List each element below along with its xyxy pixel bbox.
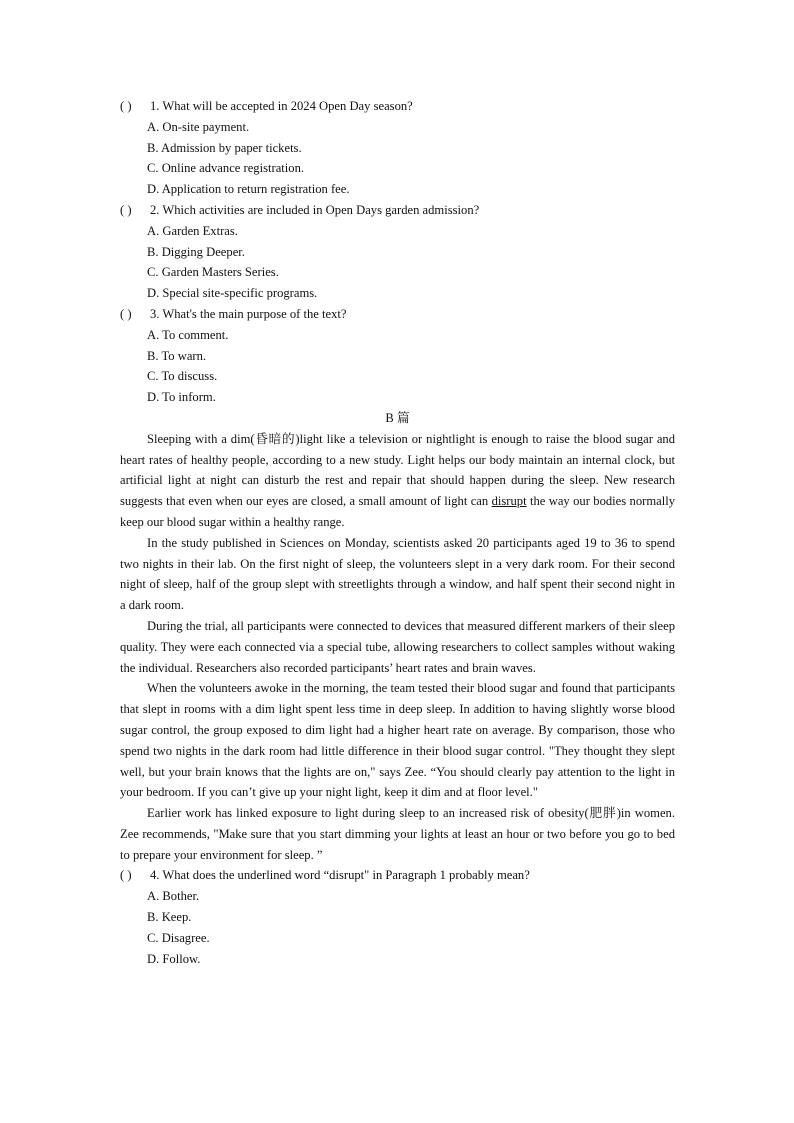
question-4 (120, 865, 675, 886)
section-heading: B 篇 (385, 410, 410, 425)
answer-blank[interactable]: ( ) (120, 306, 132, 321)
answer-blank[interactable]: ( ) (120, 868, 132, 883)
question-3 (120, 304, 675, 325)
paragraph-3: During the trial, all participants were connected to devices that measured different markers of their sleep quality. They were each connected via a special tube, allowing researchers to collect samples without waking the individual. Researchers also recorded participants’ heart rates and brain waves. (120, 618, 675, 675)
underlined-word: disrupt (491, 494, 527, 509)
option-d: D. Application to return registration fee. (147, 182, 350, 197)
paragraph-5: Earlier work has linked exposure to light during sleep to an increased risk of obesity(肥胖)in women. Zee recommends, "Make sure that you start dimming your lights at least an hour or two before you go to bed to prepare your environment for sleep. ” (120, 806, 675, 862)
option-c: C. Disagree. (147, 930, 210, 945)
question-stem: 4. What does the underlined word “disrupt" in Paragraph 1 probably mean? (150, 868, 530, 883)
option-c: C. To discuss. (147, 369, 218, 384)
option-c: C. Garden Masters Series. (147, 265, 279, 280)
paragraph-2: In the study published in Sciences on Monday, scientists asked 20 participants aged 19 to 36 to spend two nights in their lab. On the first night of sleep, the volunteers slept in a very dark room. For their second night of sleep, half of the group slept with streetlights through a window, and half spent their second night in a dark room. (120, 535, 675, 613)
document-page (120, 96, 675, 969)
paragraph-text: Sleeping with a dim(昏暗的)light like a television or nightlight is enough to raise the blood sugar and heart rates of healthy people, according to a new study. Light helps our body maintain an internal clock, but artificial light at night can disturb the rest and repair that should happen during the sleep. New research suggests that even when our eyes are closed, a small amount of light can (120, 431, 675, 509)
paragraph-4: When the volunteers awoke in the morning, the team tested their blood sugar and found that participants that slept in rooms with a dim light spent less time in deep sleep. In addition to having slightly worse blood sugar control, the group exposed to dim light had a higher heart rate on average. By comparison, those who spend two nights in the dark room had little difference in their blood sugar control. "They thought they slept well, but your brain knows that the lights are on," says Zee. “You should clearly pay attention to the light in your bedroom. If you can’t give up your night light, keep it dim and at floor level." (120, 681, 675, 800)
answer-blank[interactable]: ( ) (120, 99, 132, 113)
option-d: D. Follow. (147, 951, 201, 966)
option-b: B. To warn. (147, 348, 207, 363)
option-b: B. Admission by paper tickets. (147, 140, 302, 155)
option-b: B. Digging Deeper. (147, 244, 245, 259)
paragraph-1 (120, 429, 675, 533)
answer-blank[interactable]: ( ) (120, 202, 132, 217)
option-b: B. Keep. (147, 910, 192, 925)
option-a: A. On-site payment. (147, 119, 250, 134)
option-a: A. To comment. (147, 327, 229, 342)
question-1 (120, 96, 675, 117)
option-d: D. Special site-specific programs. (147, 286, 318, 301)
option-a: A. Garden Extras. (147, 223, 238, 238)
question-stem: 2. Which activities are included in Open Days garden admission? (150, 202, 480, 217)
question-stem: 1. What will be accepted in 2024 Open Day season? (150, 99, 413, 113)
question-2 (120, 200, 675, 221)
option-d: D. To inform. (147, 390, 216, 405)
question-stem: 3. What's the main purpose of the text? (150, 306, 347, 321)
option-a: A. Bother. (147, 889, 200, 904)
option-c: C. Online advance registration. (147, 161, 305, 176)
paragraph-text: the way our bodies normally keep our blood sugar within a healthy range. (120, 494, 676, 529)
